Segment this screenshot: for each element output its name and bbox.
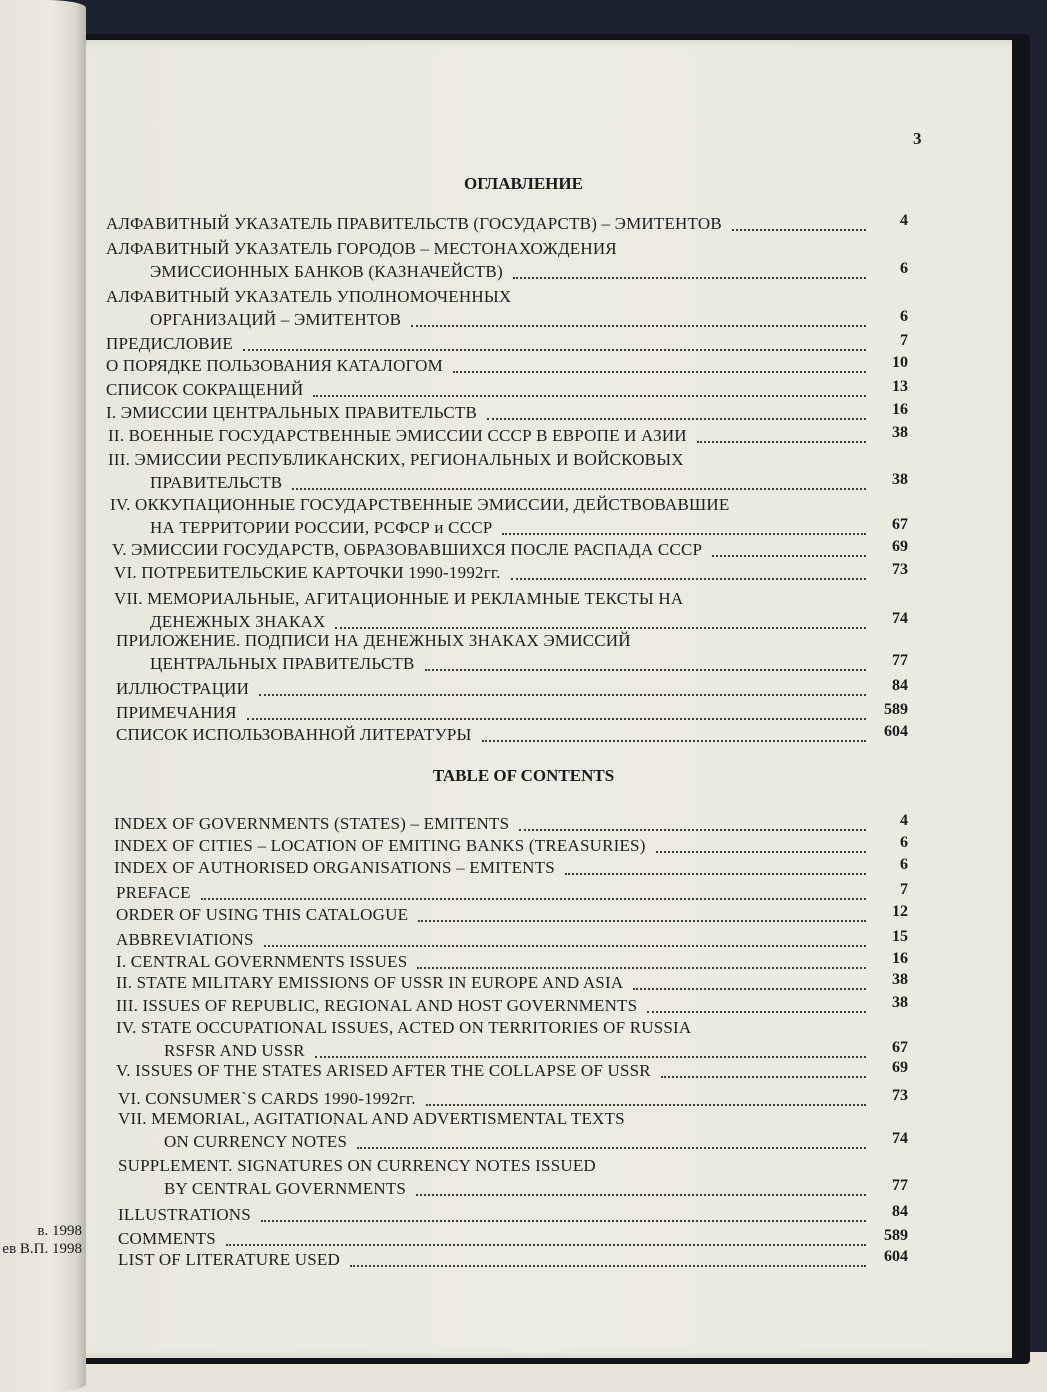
toc-leader-dots (426, 1104, 866, 1106)
toc-entry-title: VI. ПОТРЕБИТЕЛЬСКИЕ КАРТОЧКИ 1990-1992гг. (114, 563, 501, 582)
toc-entry-title: СПИСОК ИСПОЛЬЗОВАННОЙ ЛИТЕРАТУРЫ (116, 725, 472, 744)
toc-leader-dots (411, 325, 866, 327)
toc-entry-title: АЛФАВИТНЫЙ УКАЗАТЕЛЬ ГОРОДОВ – МЕСТОНАХОЖДЕНИЯ (106, 239, 617, 258)
toc-entry-title: СПИСОК СОКРАЩЕНИЙ (106, 380, 304, 399)
toc-leader-dots (416, 1194, 866, 1196)
toc-leader-dots (647, 1011, 866, 1013)
toc-entry-title: III. ISSUES OF REPUBLIC, REGIONAL AND HOST GOVERNMENTS (116, 996, 638, 1015)
toc-leader-dots (656, 851, 866, 853)
toc-entry-title: INDEX OF GOVERNMENTS (STATES) – EMITENTS (114, 814, 510, 833)
toc-page-number: 69 (892, 1059, 908, 1076)
toc-entry-title-continued: ЭМИССИОННЫХ БАНКОВ (КАЗНАЧЕЙСТВ) (150, 262, 503, 281)
toc-entry-title: INDEX OF CITIES – LOCATION OF EMITING BANKS (TREASURIES) (114, 836, 646, 855)
toc-leader-dots (565, 873, 866, 875)
toc-page-number: 13 (892, 378, 908, 395)
toc-leader-dots (418, 920, 866, 922)
toc-entry-title: VII. МЕМОРИАЛЬНЫЕ, АГИТАЦИОННЫЕ И РЕКЛАМНЫЕ ТЕКСТЫ НА (114, 589, 684, 608)
toc-page-number: 74 (892, 610, 908, 627)
toc-page-number: 84 (892, 1203, 908, 1220)
left-page-line: ев В.П. 1998 (2, 1241, 82, 1257)
toc-page-number: 4 (900, 812, 908, 829)
toc-leader-dots (519, 829, 866, 831)
toc-leader-dots (482, 740, 867, 742)
toc-leader-dots (315, 1056, 866, 1058)
toc-page-number: 10 (892, 354, 908, 371)
toc-leader-dots (661, 1076, 866, 1078)
toc-leader-dots (417, 967, 866, 969)
toc-page-number: 12 (892, 903, 908, 920)
toc-page-number: 73 (892, 1087, 908, 1104)
toc-leader-dots (247, 718, 866, 720)
toc-entry-title-continued: НА ТЕРРИТОРИИ РОССИИ, РСФСР и СССР (150, 518, 493, 537)
toc-entry-title: I. ЭМИССИИ ЦЕНТРАЛЬНЫХ ПРАВИТЕЛЬСТВ (106, 403, 477, 422)
toc-page-number: 7 (900, 881, 908, 898)
toc-leader-dots (697, 441, 866, 443)
toc-entry-title: ИЛЛЮСТРАЦИИ (116, 679, 250, 698)
toc-page-number: 16 (892, 950, 908, 967)
toc-leader-dots (502, 533, 866, 535)
toc-entry-title-continued: ЦЕНТРАЛЬНЫХ ПРАВИТЕЛЬСТВ (150, 654, 415, 673)
toc-entry-title: LIST OF LITERATURE USED (118, 1250, 340, 1269)
toc-leader-dots (357, 1147, 866, 1149)
toc-page-number: 77 (892, 1177, 908, 1194)
toc-leader-dots (511, 578, 866, 580)
toc-page-number: 38 (892, 471, 908, 488)
toc-page-number: 589 (884, 1227, 908, 1244)
toc-leader-dots (226, 1244, 866, 1246)
toc-page-number: 4 (900, 212, 908, 229)
toc-leader-dots (350, 1265, 866, 1267)
toc-page-number: 73 (892, 561, 908, 578)
toc-leader-dots (453, 371, 866, 373)
toc-leader-dots (201, 898, 866, 900)
toc-entry-title: PREFACE (116, 883, 191, 902)
toc-page-number: 6 (900, 856, 908, 873)
toc-leader-dots (264, 945, 866, 947)
toc-entry-title: INDEX OF AUTHORISED ORGANISATIONS – EMITENTS (114, 858, 555, 877)
toc-entry-title: АЛФАВИТНЫЙ УКАЗАТЕЛЬ ПРАВИТЕЛЬСТВ (ГОСУДАРСТВ) – ЭМИТЕНТОВ (106, 214, 722, 233)
toc-page-number: 604 (884, 1248, 908, 1265)
toc-entry-title: II. ВОЕННЫЕ ГОСУДАРСТВЕННЫЕ ЭМИССИИ СССР В ЕВРОПЕ И АЗИИ (108, 426, 687, 445)
toc-leader-dots (243, 349, 866, 351)
toc-leader-dots (425, 669, 866, 671)
toc-entry-title: VII. MEMORIAL, AGITATIONAL AND ADVERTISMENTAL TEXTS (118, 1109, 625, 1128)
left-page-edge (0, 0, 86, 1392)
toc-entry-title: IV. STATE OCCUPATIONAL ISSUES, ACTED ON TERRITORIES OF RUSSIA (116, 1018, 692, 1037)
toc-page-number: 67 (892, 516, 908, 533)
toc-page-number: 74 (892, 1130, 908, 1147)
toc-leader-dots (335, 627, 866, 629)
toc-page-number: 604 (884, 723, 908, 740)
toc-page-number: 77 (892, 652, 908, 669)
toc-leader-dots (732, 229, 866, 231)
toc-entry-title: ПРЕДИСЛОВИЕ (106, 334, 233, 353)
toc-page-number: 589 (884, 701, 908, 718)
toc-entry-title: V. ISSUES OF THE STATES ARISED AFTER THE COLLAPSE OF USSR (116, 1061, 651, 1080)
toc-entry-title: COMMENTS (118, 1229, 216, 1248)
toc-leader-dots (633, 988, 866, 990)
toc-page-number: 67 (892, 1039, 908, 1056)
toc-leader-dots (292, 488, 866, 490)
toc-leader-dots (487, 418, 866, 420)
toc-entry-title: IV. ОККУПАЦИОННЫЕ ГОСУДАРСТВЕННЫЕ ЭМИССИИ, ДЕЙСТВОВАВШИЕ (110, 495, 730, 514)
toc-entry-title: V. ЭМИССИИ ГОСУДАРСТВ, ОБРАЗОВАВШИХСЯ ПОСЛЕ РАСПАДА СССР (112, 540, 703, 559)
toc-title-russian: ОГЛАВЛЕНИЕ (464, 174, 583, 193)
toc-entry-title: III. ЭМИССИИ РЕСПУБЛИКАНСКИХ, РЕГИОНАЛЬНЫХ И ВОЙСКОВЫХ (108, 450, 684, 469)
toc-entry-title-continued: ДЕНЕЖНЫХ ЗНАКАХ (150, 612, 326, 631)
toc-entry-title-continued: ПРАВИТЕЛЬСТВ (150, 473, 283, 492)
toc-leader-dots (261, 1220, 866, 1222)
toc-page-number: 69 (892, 538, 908, 555)
toc-page-number: 16 (892, 401, 908, 418)
toc-entry-title-continued: ON CURRENCY NOTES (164, 1132, 348, 1151)
toc-entry-title: VI. CONSUMER`S CARDS 1990-1992гг. (118, 1089, 416, 1108)
toc-entry-title: ILLUSTRATIONS (118, 1205, 251, 1224)
toc-entry-title: ABBREVIATIONS (116, 930, 254, 949)
toc-page-number: 6 (900, 834, 908, 851)
toc-leader-dots (313, 395, 866, 397)
toc-entry-title: АЛФАВИТНЫЙ УКАЗАТЕЛЬ УПОЛНОМОЧЕННЫХ (106, 287, 512, 306)
toc-entry-title: I. CENTRAL GOVERNMENTS ISSUES (116, 952, 408, 971)
page-number: 3 (913, 129, 922, 148)
toc-page-number: 84 (892, 677, 908, 694)
toc-entry-title: SUPPLEMENT. SIGNATURES ON CURRENCY NOTES ISSUED (118, 1156, 596, 1175)
toc-page-number: 6 (900, 260, 908, 277)
toc-leader-dots (712, 555, 866, 557)
toc-entry-title-continued: ОРГАНИЗАЦИЙ – ЭМИТЕНТОВ (150, 310, 402, 329)
toc-entry-title: О ПОРЯДКЕ ПОЛЬЗОВАНИЯ КАТАЛОГОМ (106, 356, 443, 375)
toc-page-number: 15 (892, 928, 908, 945)
toc-title-english: TABLE OF CONTENTS (432, 766, 615, 785)
toc-page-number: 38 (892, 971, 908, 988)
toc-leader-dots (513, 277, 866, 279)
toc-entry-title: ПРИМЕЧАНИЯ (116, 703, 237, 722)
toc-page-number: 7 (900, 332, 908, 349)
toc-entry-title-continued: BY CENTRAL GOVERNMENTS (164, 1179, 407, 1198)
toc-entry-title: ORDER OF USING THIS CATALOGUE (116, 905, 409, 924)
toc-entry-title: ПРИЛОЖЕНИЕ. ПОДПИСИ НА ДЕНЕЖНЫХ ЗНАКАХ ЭМИССИЙ (116, 631, 631, 650)
toc-leader-dots (259, 694, 866, 696)
toc-entry-title-continued: RSFSR AND USSR (164, 1041, 305, 1060)
left-page-line: в. 1998 (37, 1223, 82, 1239)
toc-entry-title: II. STATE MILITARY EMISSIONS OF USSR IN EUROPE AND ASIA (116, 973, 624, 992)
toc-page-number: 6 (900, 308, 908, 325)
toc-page-number: 38 (892, 994, 908, 1011)
toc-page-number: 38 (892, 424, 908, 441)
